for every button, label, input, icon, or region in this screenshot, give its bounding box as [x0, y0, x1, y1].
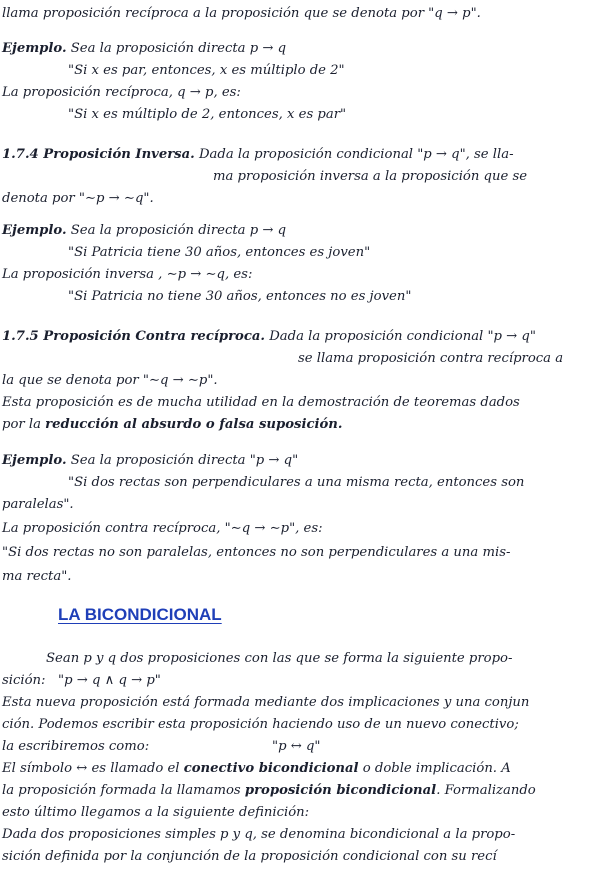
- text-line: Esta nueva proposición está formada mediante dos implicaciones y una conjun: [2, 695, 530, 710]
- text-line: "Si x es múltiplo de 2, entonces, x es par": [68, 107, 347, 122]
- text-line: esto último llegamos a la siguiente definición:: [2, 805, 310, 820]
- text-line: la que se denota por "∼q → ∼p".: [2, 373, 218, 388]
- text-line: denota por "∼p → ∼q".: [2, 191, 154, 206]
- text-line: Ejemplo. Sea la proposición directa "p → q": [2, 453, 299, 468]
- emphasis: conectivo bicondicional: [183, 761, 359, 776]
- text-line: La proposición recíproca, q → p, es:: [2, 85, 241, 100]
- text-line: La proposición contra recíproca, "∼q → ∼p", es:: [2, 521, 323, 536]
- text-line: ma proposición inversa a la proposición que se: [213, 169, 528, 184]
- text-line: sición: "p → q ∧ q → p": [2, 673, 161, 688]
- section-heading-contra-reciproca: 1.7.5 Proposición Contra recíproca.: [2, 329, 265, 344]
- text-line: sición definida por la conjunción de la proposición condicional con su recí: [2, 849, 497, 864]
- text-line: Sean p y q dos proposiciones con las que se forma la siguiente propo-: [46, 651, 513, 666]
- text-line: la proposición formada la llamamos proposición bicondicional. Formalizando: [2, 783, 536, 798]
- text-line: ma recta".: [2, 569, 72, 584]
- text-line: Dada dos proposiciones simples p y q, se denomina bicondicional a la propo-: [2, 827, 516, 842]
- text-line: "Si dos rectas no son paralelas, entonces no son perpendiculares a una mis-: [2, 545, 511, 560]
- text-line: paralelas".: [2, 497, 74, 512]
- text-line: 1.7.5 Proposición Contra recíproca. Dada la proposición condicional "p → q": [2, 329, 536, 344]
- text-line: Esta proposición es de mucha utilidad en la demostración de teoremas dados: [2, 395, 520, 410]
- section-title: LA BICONDICIONAL: [58, 605, 222, 624]
- text-line: ción. Podemos escribir esta proposición haciendo uso de un nuevo conectivo;: [2, 717, 519, 732]
- example-label: Ejemplo.: [2, 41, 67, 56]
- example-label: Ejemplo.: [2, 223, 67, 238]
- text-line: la escribiremos como:: [2, 739, 150, 754]
- emphasis: proposición bicondicional: [244, 783, 437, 798]
- text-line: Ejemplo. Sea la proposición directa p → q: [2, 223, 287, 238]
- example-label: Ejemplo.: [2, 453, 67, 468]
- text-line: El símbolo ↔ es llamado el conectivo bicondicional o doble implicación. A: [2, 761, 511, 776]
- text-line: llama proposición recíproca a la proposición que se denota por "q → p".: [2, 6, 481, 21]
- text-line: Ejemplo. Sea la proposición directa p → q: [2, 41, 287, 56]
- text-line: por la reducción al absurdo o falsa suposición.: [2, 417, 343, 432]
- text-line: "Si dos rectas son perpendiculares a una misma recta, entonces son: [68, 475, 525, 490]
- text-line: "p ↔ q": [272, 739, 321, 754]
- text-line: se llama proposición contra recíproca a: [298, 351, 564, 366]
- text-line: 1.7.4 Proposición Inversa. Dada la proposición condicional "p → q", se lla-: [2, 147, 514, 162]
- emphasis: reducción al absurdo o falsa suposición.: [45, 417, 343, 432]
- text-line: "Si Patricia no tiene 30 años, entonces no es joven": [68, 289, 412, 304]
- text-line: "Si x es par, entonces, x es múltiplo de 2": [68, 63, 345, 78]
- text-line: "Si Patricia tiene 30 años, entonces es joven": [68, 245, 371, 260]
- text-line: La proposición inversa , ∼p → ∼q, es:: [2, 267, 253, 282]
- section-heading-inversa: 1.7.4 Proposición Inversa.: [2, 147, 195, 162]
